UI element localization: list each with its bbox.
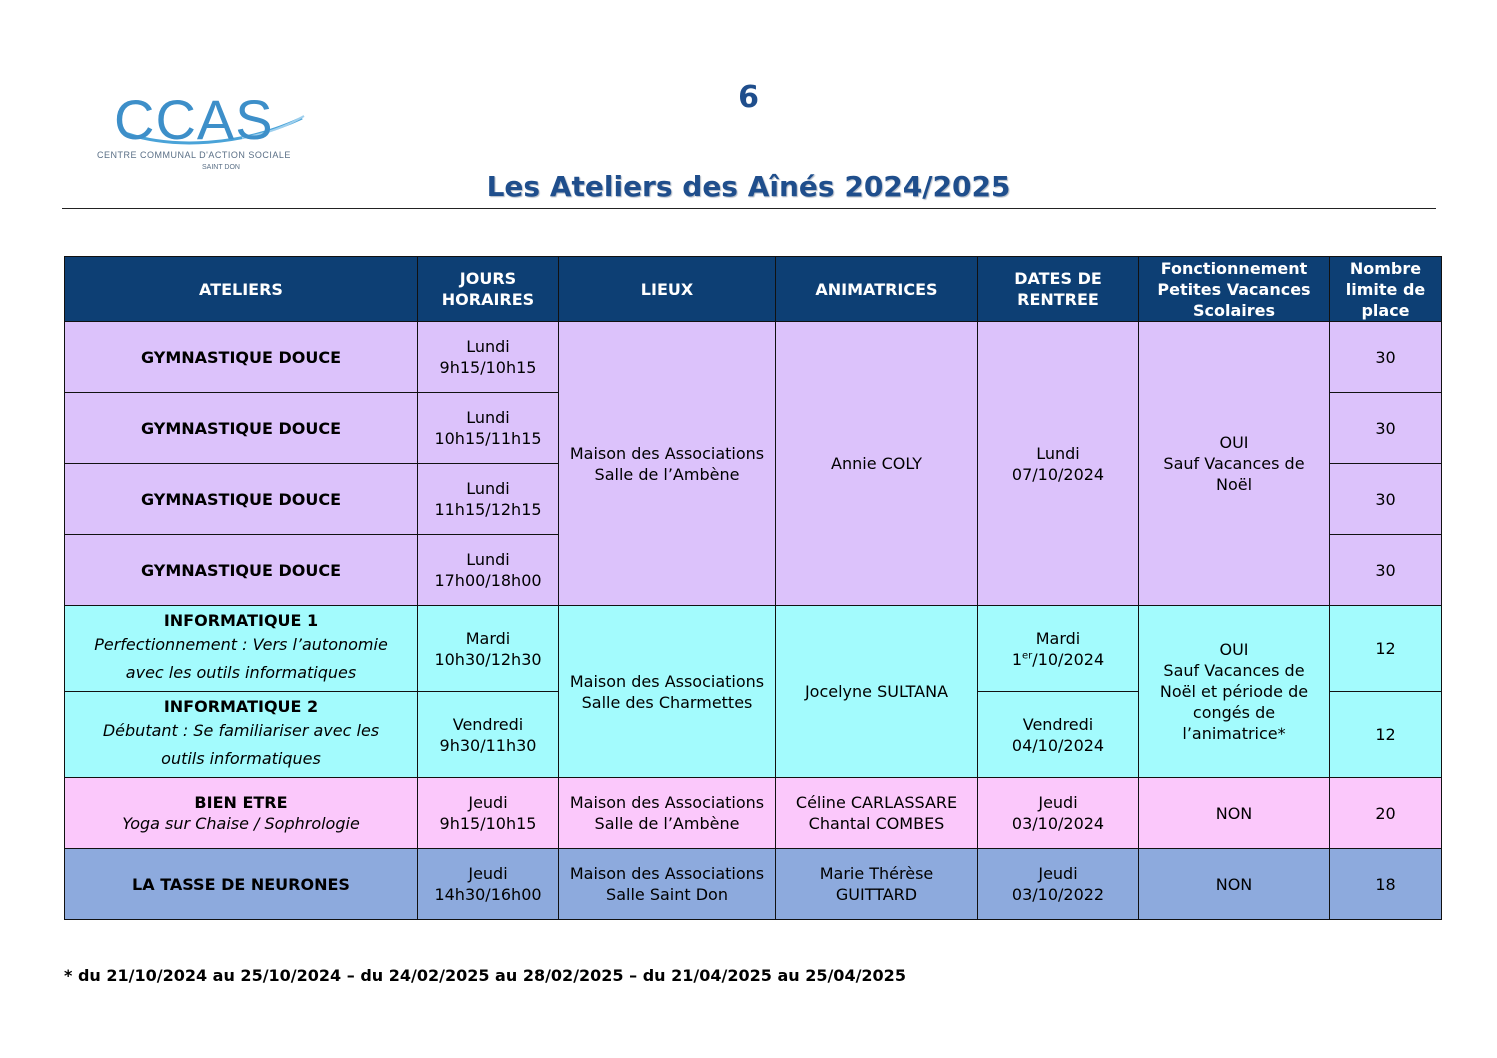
places-cell: 18 bbox=[1330, 849, 1442, 920]
date-day: Jeudi bbox=[1038, 793, 1078, 812]
time: 10h15/11h15 bbox=[434, 429, 542, 448]
date-rentree-cell bbox=[978, 322, 1139, 606]
time: 9h30/11h30 bbox=[439, 735, 537, 755]
table-row bbox=[65, 778, 1442, 849]
jours-horaires-cell bbox=[418, 464, 559, 535]
vacances-cell: OUI Sauf Vacances de Noël et période de congés de l’animatrice* bbox=[1139, 606, 1330, 778]
day: Lundi bbox=[466, 337, 510, 356]
atelier-name: GYMNASTIQUE DOUCE bbox=[65, 393, 418, 464]
atelier-description: Perfectionnement : Vers l’autonomie avec les outils informatiques bbox=[94, 635, 388, 682]
column-header-animatrices: ANIMATRICES bbox=[776, 257, 978, 322]
animatrice-cell: Marie Thérèse GUITTARD bbox=[776, 849, 978, 920]
logo-text: CCAS bbox=[114, 88, 274, 151]
jours-horaires-cell bbox=[418, 778, 559, 849]
column-header-ateliers: ATELIERS bbox=[65, 257, 418, 322]
logo-subtitle: CENTRE COMMUNAL D'ACTION SOCIALE bbox=[97, 150, 291, 160]
table-row bbox=[65, 606, 1442, 692]
time: 10h30/12h30 bbox=[434, 649, 542, 669]
places-cell: 12 bbox=[1330, 692, 1442, 778]
date-rentree-cell bbox=[978, 849, 1139, 920]
column-header-dates-rentree: DATES DE RENTREE bbox=[978, 257, 1139, 322]
time: 9h15/10h15 bbox=[439, 814, 537, 833]
lieu-cell: Maison des Associations Salle des Charmettes bbox=[559, 606, 776, 778]
day: Lundi bbox=[466, 550, 510, 569]
date-prefix: 1 bbox=[1011, 649, 1023, 669]
date: 04/10/2024 bbox=[1011, 735, 1105, 755]
column-header-places: Nombre limite de place bbox=[1330, 257, 1442, 322]
places-cell: 30 bbox=[1330, 464, 1442, 535]
day: Jeudi bbox=[468, 793, 508, 812]
jours-horaires-cell bbox=[418, 606, 559, 692]
atelier-name: INFORMATIQUE 1 bbox=[163, 611, 319, 630]
date-rentree-cell bbox=[978, 778, 1139, 849]
places-cell: 30 bbox=[1330, 393, 1442, 464]
lieu-cell: Maison des Associations Salle Saint Don bbox=[559, 849, 776, 920]
jours-horaires-cell bbox=[418, 393, 559, 464]
atelier-description: Yoga sur Chaise / Sophrologie bbox=[122, 814, 360, 833]
date-rentree-cell bbox=[978, 692, 1139, 778]
page-title: Les Ateliers des Aînés 2024/2025 bbox=[486, 170, 1011, 203]
page-number: 6 bbox=[738, 80, 759, 115]
column-header-lieux: LIEUX bbox=[559, 257, 776, 322]
day: Lundi bbox=[466, 479, 510, 498]
vacances-cell: OUI Sauf Vacances de Noël bbox=[1139, 322, 1330, 606]
animatrice-cell: Jocelyne SULTANA bbox=[776, 606, 978, 778]
time: 14h30/16h00 bbox=[434, 885, 542, 904]
date: 07/10/2024 bbox=[1011, 464, 1105, 484]
time: 9h15/10h15 bbox=[439, 358, 537, 377]
date-day: Jeudi bbox=[1038, 864, 1078, 883]
atelier-name: INFORMATIQUE 2 bbox=[163, 697, 319, 716]
vacances-cell: NON bbox=[1139, 778, 1330, 849]
date-rentree-cell bbox=[978, 606, 1139, 692]
atelier-description: Débutant : Se familiariser avec les outils informatiques bbox=[102, 721, 380, 768]
animatrice-cell: Céline CARLASSARE Chantal COMBES bbox=[776, 778, 978, 849]
date-day: Lundi bbox=[1036, 443, 1080, 463]
atelier-cell bbox=[65, 606, 418, 692]
atelier-name: LA TASSE DE NEURONES bbox=[65, 849, 418, 920]
title-divider bbox=[62, 208, 1436, 209]
atelier-name: BIEN ETRE bbox=[194, 793, 288, 812]
atelier-cell bbox=[65, 778, 418, 849]
column-header-vacances: Fonctionnement Petites Vacances Scolaires bbox=[1139, 257, 1330, 322]
lieu-cell: Maison des Associations Salle de l’Ambène bbox=[559, 322, 776, 606]
places-cell: 12 bbox=[1330, 606, 1442, 692]
day: Vendredi bbox=[452, 714, 524, 734]
table-header-row bbox=[65, 257, 1442, 322]
lieu-cell: Maison des Associations Salle de l’Ambène bbox=[559, 778, 776, 849]
date: 03/10/2022 bbox=[1011, 885, 1105, 904]
jours-horaires-cell bbox=[418, 692, 559, 778]
jours-horaires-cell bbox=[418, 849, 559, 920]
time: 11h15/12h15 bbox=[434, 500, 542, 519]
day: Mardi bbox=[465, 628, 511, 648]
jours-horaires-cell bbox=[418, 322, 559, 393]
column-header-jours-horaires: JOURS HORAIRES bbox=[418, 257, 559, 322]
table-row bbox=[65, 849, 1442, 920]
jours-horaires-cell bbox=[418, 535, 559, 606]
table-row bbox=[65, 322, 1442, 393]
places-cell: 30 bbox=[1330, 322, 1442, 393]
vacances-cell: NON bbox=[1139, 849, 1330, 920]
day: Jeudi bbox=[468, 864, 508, 883]
places-cell: 20 bbox=[1330, 778, 1442, 849]
date bbox=[982, 649, 1134, 670]
date: 03/10/2024 bbox=[1011, 814, 1105, 833]
date-superscript: er bbox=[1022, 650, 1033, 662]
date-rest: /10/2024 bbox=[1032, 649, 1105, 669]
atelier-cell bbox=[65, 692, 418, 778]
date-day: Vendredi bbox=[1022, 714, 1094, 734]
ateliers-table bbox=[64, 256, 1442, 920]
footnote: * du 21/10/2024 au 25/10/2024 – du 24/02/2025 au 28/02/2025 – du 21/04/2025 au 25/04/2025 bbox=[64, 966, 906, 985]
logo-subtitle-2: SAINT DON bbox=[202, 164, 240, 171]
places-cell: 30 bbox=[1330, 535, 1442, 606]
atelier-name: GYMNASTIQUE DOUCE bbox=[65, 464, 418, 535]
atelier-name: GYMNASTIQUE DOUCE bbox=[65, 535, 418, 606]
date-day: Mardi bbox=[1035, 628, 1081, 648]
atelier-name: GYMNASTIQUE DOUCE bbox=[65, 322, 418, 393]
time: 17h00/18h00 bbox=[434, 571, 542, 590]
animatrice-cell: Annie COLY bbox=[776, 322, 978, 606]
day: Lundi bbox=[466, 408, 510, 427]
